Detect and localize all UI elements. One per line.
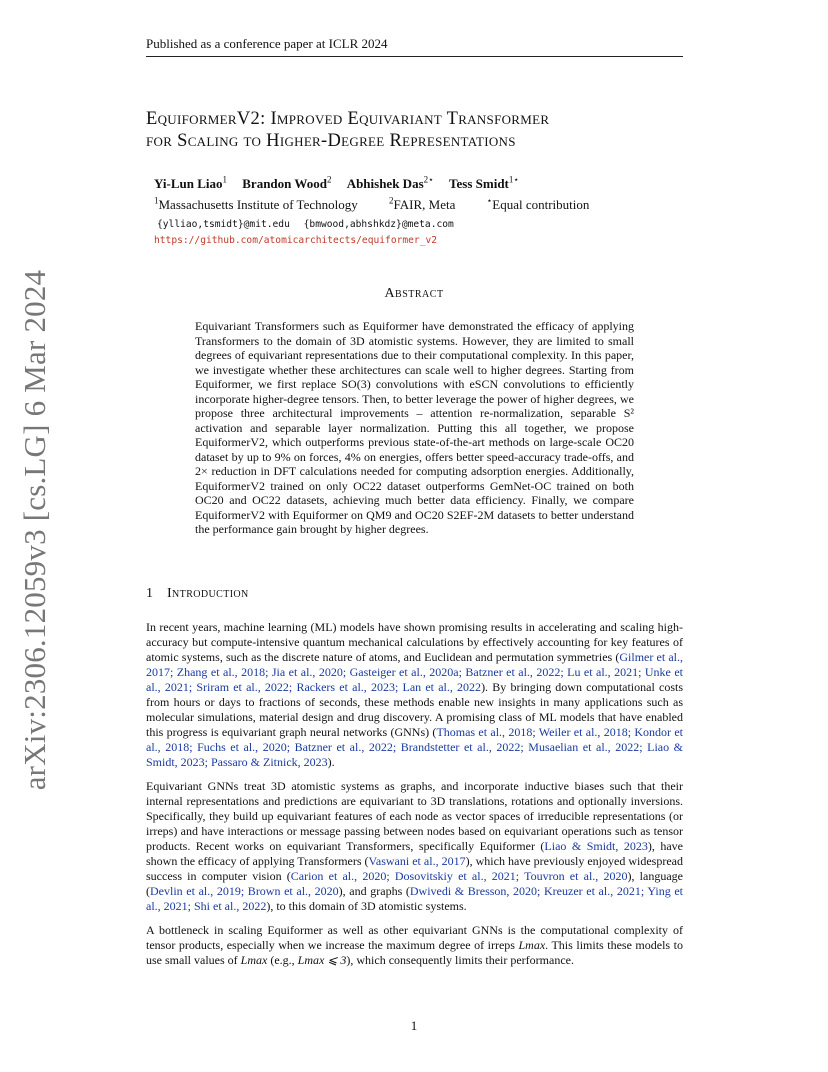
author-emails xyxy=(157,219,462,230)
page-number: 1 xyxy=(410,1018,418,1033)
abstract-heading: Abstract xyxy=(384,286,444,301)
title-line-1: EquiformerV2: Improved Equivariant Transformer xyxy=(146,109,550,129)
arxiv-stamp xyxy=(10,269,60,791)
author-list xyxy=(154,175,531,192)
citation-link[interactable]: Devlin et al., 2019; Brown et al., 2020 xyxy=(150,884,339,898)
running-header: Published as a conference paper at ICLR 2024 xyxy=(146,36,683,57)
math-lmax-bound: Lmax ⩽ 3 xyxy=(297,953,347,967)
math-lmax: Lmax xyxy=(240,953,268,967)
email: {bmwood,abhshkdz}@meta.com xyxy=(303,219,454,230)
affiliation: ⋆Equal contribution xyxy=(486,196,590,213)
citation-link[interactable]: Thomas et al., 2018; Weiler et al., 2018; Kondor et al., 2018; Fuchs et al., 2020; Batzner et al., 2022; Brandstetter et al., 2022; Musaelian et al., 2022; Liao & Smidt, 2023; Passaro & Zitnick, 2023 xyxy=(146,725,683,769)
math-lmax: Lmax xyxy=(518,938,546,952)
citation-link[interactable]: Carion et al., 2020; Dosovitskiy et al., 2021; Touvron et al., 2020 xyxy=(290,869,628,883)
paragraph: Equivariant GNNs treat 3D atomistic systems as graphs, and incorporate inductive biases such that their internal representations and predictions are equivariant to 3D translations, rotations and optionally inversions. Specifically, they build up equivariant features of each node as vector spaces of irreducible representations (or irreps) and have interactions or message passing between nodes based on equivariant operations such as tensor products. Recent works on equivariant Transformers, specifically Equiformer (Liao & Smidt, 2023), have shown the efficacy of applying Transformers (Vaswani et al., 2017), which have previously enjoyed widespread success in computer vision (Carion et al., 2020; Dosovitskiy et al., 2021; Touvron et al., 2020), language (Devlin et al., 2019; Brown et al., 2020), and graphs (Dwivedi & Bresson, 2020; Kreuzer et al., 2021; Ying et al., 2021; Shi et al., 2022), to this domain of 3D atomistic systems. xyxy=(146,779,684,913)
paragraph: In recent years, machine learning (ML) models have shown promising results in accelerating and scaling high-accuracy but compute-intensive quantum mechanical calculations by effectively accounting for key features of atomic systems, such as the discrete nature of atoms, and Euclidean and permutation symmetries (Gilmer et al., 2017; Zhang et al., 2018; Jia et al., 2020; Gasteiger et al., 2020a; Batzner et al., 2022; Lu et al., 2021; Unke et al., 2021; Sriram et al., 2022; Rackers et al., 2023; Lan et al., 2022). By bringing down computational costs from hours or days to fractions of seconds, these methods enable new insights in many applications such as molecular simulations, material design and drug discovery. A promising class of ML models that have enabled this progress is equivariant graph neural networks (GNNs) (Thomas et al., 2018; Weiler et al., 2018; Kondor et al., 2018; Fuchs et al., 2020; Batzner et al., 2022; Brandstetter et al., 2022; Musaelian et al., 2022; Liao & Smidt, 2023; Passaro & Zitnick, 2023). xyxy=(146,620,683,769)
email: {ylliao,tsmidt}@mit.edu xyxy=(157,219,290,230)
citation-link[interactable]: Liao & Smidt, 2023 xyxy=(544,839,648,853)
repo-link[interactable]: https://github.com/atomicarchitects/equiformer_v2 xyxy=(154,235,438,246)
body-text xyxy=(146,620,683,977)
section-heading xyxy=(146,586,249,602)
abstract-text: Equivariant Transformers such as Equiformer have demonstrated the efficacy of applying Transformers to the domain of 3D atomistic systems. However, they are limited to small degrees of equivariant representations due to their computational complexity. In this paper, we investigate whether these architectures can scale well to higher degrees. Starting from Equiformer, we first replace SO(3) convolutions with eSCN convolutions to efficiently incorporate higher-degree tensors. Then, to better leverage the power of higher degrees, we propose three architectural improvements – attention re-normalization, separable S² activation and separable layer normalization. Putting this all together, we propose EquiformerV2, which outperforms previous state-of-the-art methods on large-scale OC20 dataset by up to 9% on forces, 4% on energies, offers better speed-accuracy trade-offs, and 2× reduction in DFT calculations needed for computing adsorption energies. Additionally, EquiformerV2 trained on only OC22 dataset outperforms GemNet-OC trained on both OC20 and OC22 datasets, achieving much better data efficiency. Finally, we compare EquiformerV2 with Equiformer on QM9 and OC20 S2EF-2M datasets to better understand the performance gain brought by higher degrees. xyxy=(195,319,634,536)
citation-link[interactable]: Dwivedi & Bresson, 2020; Kreuzer et al., 2021; Ying et al., 2021; Shi et al., 2022 xyxy=(146,884,683,913)
author: Yi-Lun Liao$^1$ xyxy=(154,175,228,192)
paper-title xyxy=(146,108,706,152)
section-number: 1 xyxy=(146,586,153,601)
author: Abhishek Das$^{2⋆}$ xyxy=(346,175,434,192)
section-title: Introduction xyxy=(167,586,249,601)
arxiv-id: arXiv:2306.12059v3 [cs.LG] 6 Mar 2024 xyxy=(17,269,52,791)
affiliations xyxy=(154,196,617,213)
title-line-2: for Scaling to Higher-Degree Representations xyxy=(146,131,516,151)
paragraph: A bottleneck in scaling Equiformer as well as other equivariant GNNs is the computational complexity of tensor products, especially when we increase the maximum degree of irreps Lmax. This limits these models to use small values of Lmax (e.g., Lmax ⩽ 3), which consequently limits their performance. xyxy=(146,923,683,967)
affiliation: $^1$Massachusetts Institute of Technology xyxy=(154,196,358,213)
author: Brandon Wood$^2$ xyxy=(242,175,332,192)
affiliation: $^2$FAIR, Meta xyxy=(388,196,456,213)
author: Tess Smidt$^{1⋆}$ xyxy=(449,175,520,192)
citation-link[interactable]: Gilmer et al., 2017; Zhang et al., 2018; Jia et al., 2020; Gasteiger et al., 2020a; Batzner et al., 2022; Lu et al., 2021; Unke et al., 2021; Sriram et al., 2022; Rackers et al., 2023; Lan et al., 2022 xyxy=(146,650,683,694)
citation-link[interactable]: Vaswani et al., 2017 xyxy=(368,854,466,868)
